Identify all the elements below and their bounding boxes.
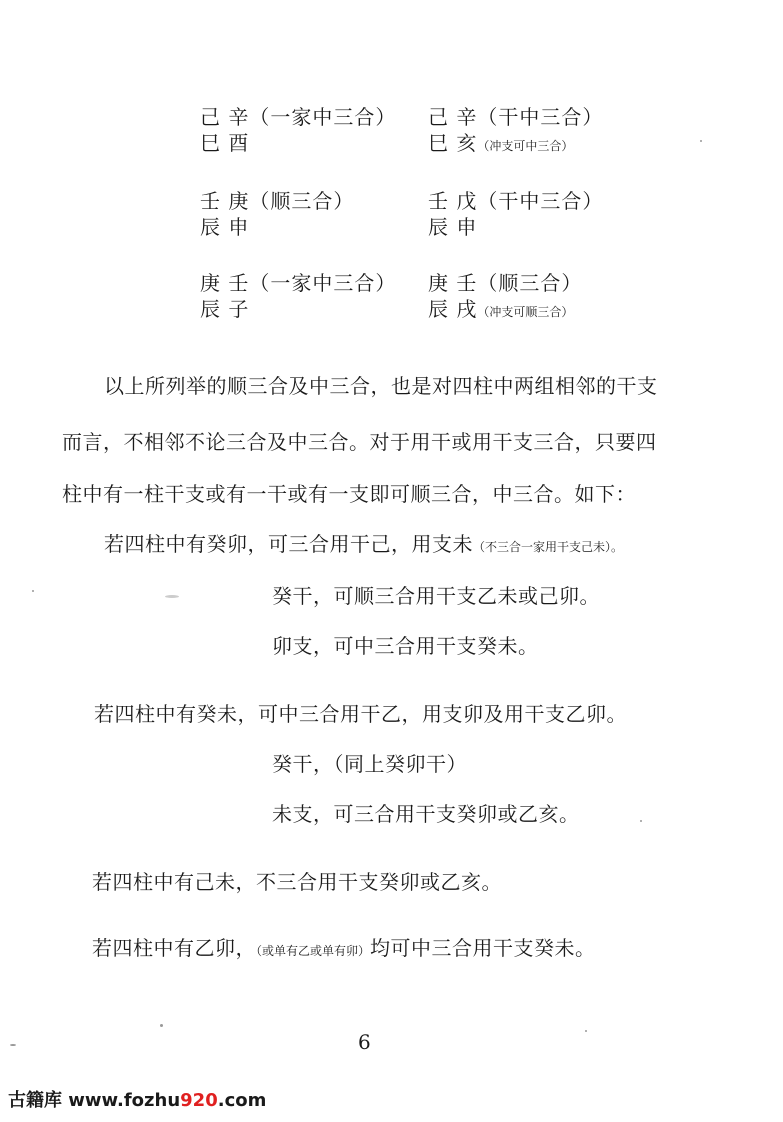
page-number: 6 bbox=[358, 1030, 371, 1054]
combo-pair bbox=[428, 188, 603, 240]
combo-branches: 辰 子 bbox=[200, 297, 250, 321]
combo-note: （干中三合） bbox=[477, 189, 604, 213]
combo-branches: 辰 申 bbox=[200, 215, 250, 239]
combo-stems: 壬 庚 bbox=[200, 189, 250, 213]
combo-note: （顺三合） bbox=[477, 271, 583, 295]
combo-note: （一家中三合） bbox=[249, 271, 397, 295]
combo-branch-note: （冲支可中三合） bbox=[477, 139, 574, 153]
combo-note: （一家中三合） bbox=[249, 105, 397, 129]
combo-branches: 辰 申 bbox=[428, 215, 478, 239]
combo-stems: 壬 戊 bbox=[428, 189, 478, 213]
combo-branches: 巳 酉 bbox=[200, 131, 250, 155]
combo-pair bbox=[200, 188, 354, 240]
scan-speck bbox=[700, 140, 702, 142]
case-text: 若四柱中有癸卯，可三合用干己，用支未 bbox=[104, 532, 473, 556]
combo-pair bbox=[200, 270, 396, 322]
case-subline: 卯支，可中三合用干支癸未。 bbox=[272, 634, 539, 658]
scan-speck bbox=[160, 1024, 163, 1027]
combo-note: （顺三合） bbox=[249, 189, 355, 213]
paragraph-line: 柱中有一柱干支或有一干或有一支即可顺三合，中三合。如下： bbox=[62, 482, 636, 506]
scan-speck bbox=[640, 820, 642, 822]
case-note: （或单有乙或单有卯） bbox=[256, 944, 371, 958]
case-text: 若四柱中有乙卯， bbox=[92, 936, 256, 960]
combo-stems: 庚 壬 bbox=[200, 271, 250, 295]
watermark-prefix: 古籍库 www.fozhu bbox=[8, 1090, 181, 1111]
watermark-suffix: .com bbox=[217, 1090, 267, 1111]
scan-speck bbox=[10, 1044, 16, 1046]
case-line: 若四柱中有己未，不三合用干支癸卯或乙亥。 bbox=[92, 870, 502, 894]
combo-branches: 辰 戌 bbox=[428, 297, 478, 321]
combo-stems: 己 辛 bbox=[200, 105, 250, 129]
paragraph-line: 以上所列举的顺三合及中三合，也是对四柱中两组相邻的干支 bbox=[104, 374, 658, 398]
combo-stems: 庚 壬 bbox=[428, 271, 478, 295]
combo-pair bbox=[200, 104, 396, 156]
case-line: 若四柱中有癸未，可中三合用干乙，用支卯及用干支乙卯。 bbox=[94, 702, 627, 726]
case-subline: 癸干，（同上癸卯干） bbox=[272, 752, 467, 776]
case-text: 均可中三合用干支癸未。 bbox=[370, 936, 596, 960]
scan-speck bbox=[585, 1030, 587, 1032]
combo-branch-note: （冲支可顺三合） bbox=[477, 305, 574, 319]
case-subline: 癸干，可顺三合用干支乙未或己卯。 bbox=[272, 584, 600, 608]
paragraph-line: 而言，不相邻不论三合及中三合。对于用干或用干支三合，只要四 bbox=[62, 430, 657, 454]
combo-branches: 巳 亥 bbox=[428, 131, 478, 155]
combo-pair bbox=[428, 270, 582, 325]
combo-note: （干中三合） bbox=[477, 105, 604, 129]
site-watermark bbox=[8, 1086, 266, 1112]
combo-pair bbox=[428, 104, 603, 159]
combo-stems: 己 辛 bbox=[428, 105, 478, 129]
case-line bbox=[104, 528, 623, 557]
scan-speck bbox=[165, 595, 179, 598]
scan-speck bbox=[32, 590, 34, 592]
case-note: （不三合一家用干支己未）。 bbox=[473, 540, 624, 554]
case-line bbox=[92, 932, 596, 961]
watermark-highlight: 920 bbox=[180, 1090, 218, 1111]
case-subline: 未支，可三合用干支癸卯或乙亥。 bbox=[272, 802, 580, 826]
